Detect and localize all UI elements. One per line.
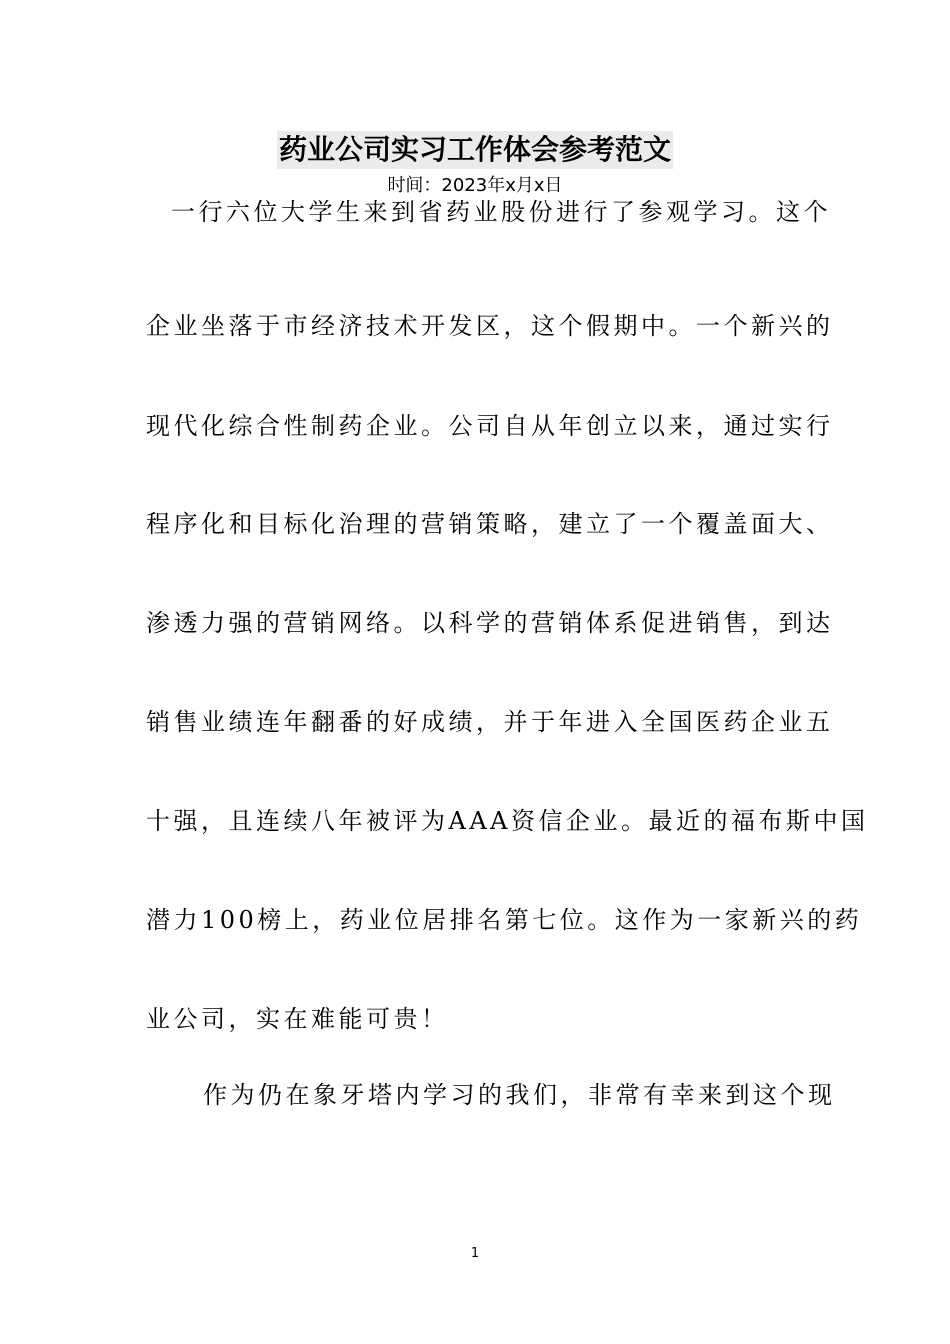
paragraph-line: 作为仍在象牙塔内学习的我们，非常有幸来到这个现	[203, 1081, 836, 1109]
document-date: 时间：2023年x月x日	[387, 175, 563, 196]
paragraph-line: 十强，且连续八年被评为AAA资信企业。最近的福布斯中国	[146, 807, 869, 835]
page-number: 1	[470, 1246, 480, 1261]
paragraph-line: 程序化和目标化治理的营销策略，建立了一个覆盖面大、	[146, 510, 834, 538]
paragraph-line: 企业坐落于市经济技术开发区，这个假期中。一个新兴的	[146, 312, 834, 340]
paragraph-line: 渗透力强的营销网络。以科学的营销体系促进销售，到达	[146, 609, 834, 637]
paragraph-line: 现代化综合性制药企业。公司自从年创立以来，通过实行	[146, 412, 834, 440]
paragraph-line: 潜力100榜上，药业位居排名第七位。这作为一家新兴的药	[146, 906, 863, 934]
document-title: 药业公司实习工作体会参考范文	[277, 131, 673, 169]
paragraph-line: 一行六位大学生来到省药业股份进行了参观学习。这个	[171, 198, 831, 226]
paragraph-line: 业公司，实在难能可贵！	[146, 1005, 449, 1033]
title-block	[0, 131, 950, 169]
paragraph-line: 销售业绩连年翻番的好成绩，并于年进入全国医药企业五	[146, 708, 834, 736]
